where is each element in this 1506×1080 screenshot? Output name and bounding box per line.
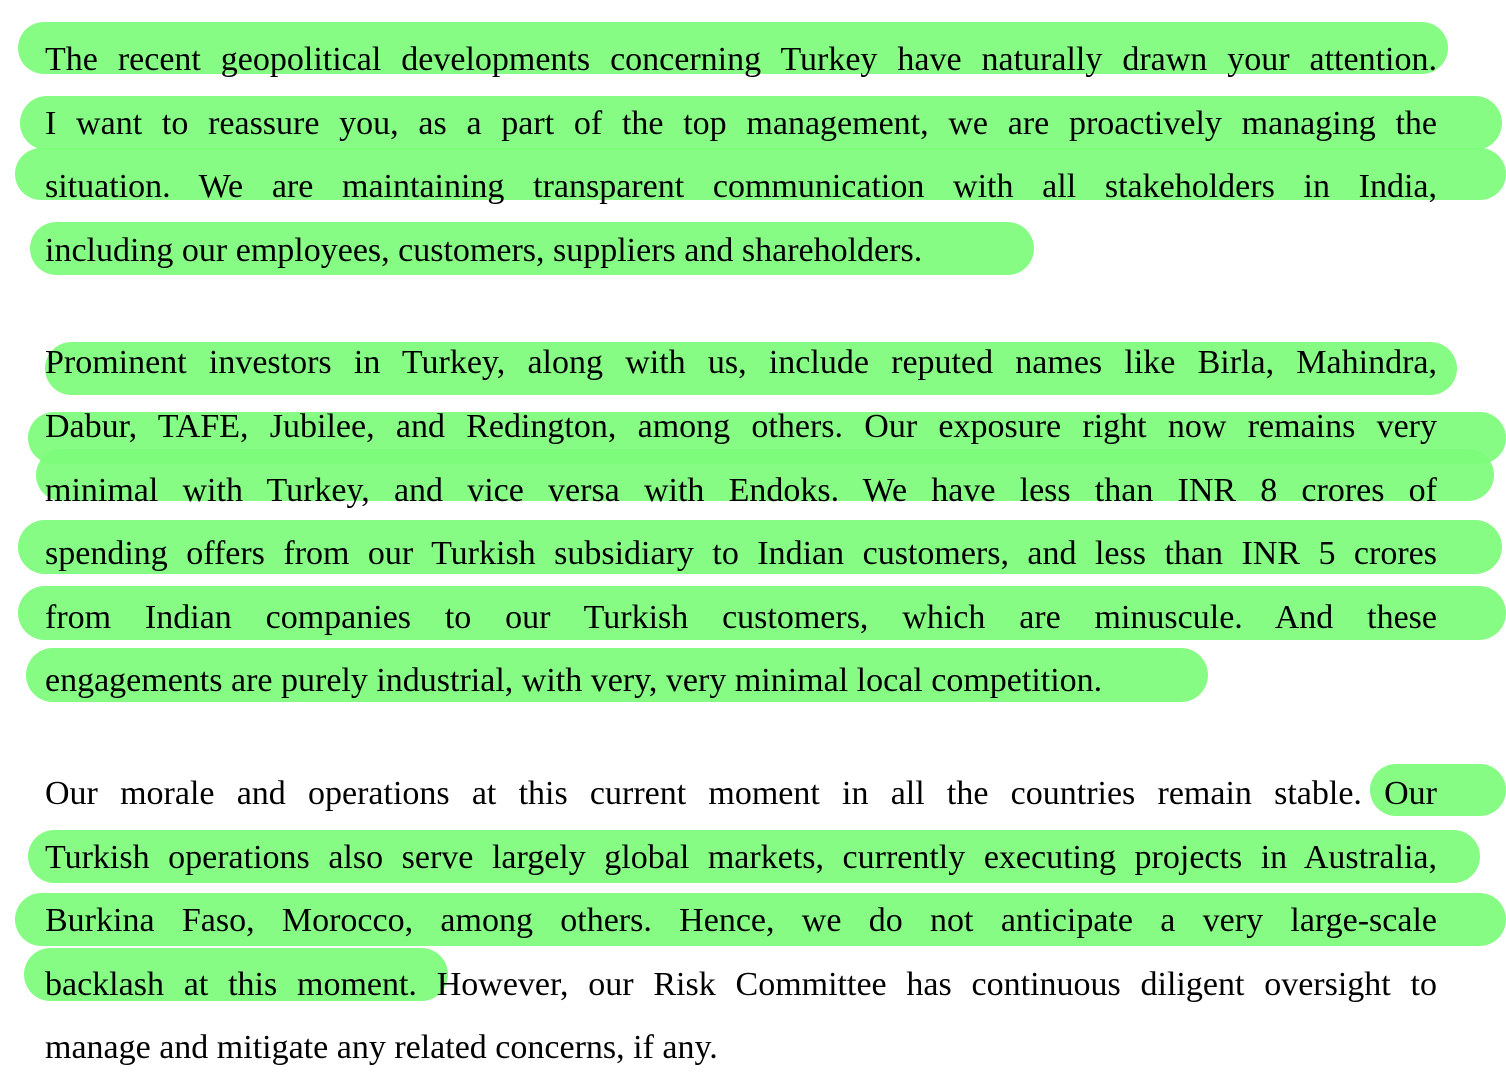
text-line: Burkina Faso, Morocco, among others. Hence, we do not anticipate a very large-scale	[45, 902, 1437, 940]
text-line: Prominent investors in Turkey, along with us, include reputed names like Birla, Mahindra,	[45, 344, 1437, 382]
text-line: backlash at this moment. However, our Risk Committee has continuous diligent oversight to	[45, 965, 1437, 1003]
text-line: Dabur, TAFE, Jubilee, and Redington, among others. Our exposure right now remains very	[45, 407, 1437, 445]
document-body	[45, 28, 1437, 1080]
text-line: manage and mitigate any related concerns, if any.	[45, 1029, 718, 1067]
text-line: The recent geopolitical developments concerning Turkey have naturally drawn your attention.	[45, 41, 1437, 78]
text-line: spending offers from our Turkish subsidiary to Indian customers, and less than INR 5 crores	[45, 535, 1437, 573]
text-line: minimal with Turkey, and vice versa with Endoks. We have less than INR 8 crores of	[45, 471, 1437, 509]
text-line: from Indian companies to our Turkish customers, which are minuscule. And these	[45, 598, 1437, 636]
paragraph	[45, 28, 1437, 282]
text-line: Our morale and operations at this current moment in all the countries remain stable. Our	[45, 774, 1437, 812]
text-line: I want to reassure you, as a part of the top management, we are proactively managing the	[45, 104, 1437, 142]
text-line: including our employees, customers, suppliers and shareholders.	[45, 231, 923, 269]
text-line: engagements are purely industrial, with very, very minimal local competition.	[45, 662, 1103, 700]
text-line: Turkish operations also serve largely global markets, currently executing projects in Australia,	[45, 838, 1437, 876]
paragraph	[45, 762, 1437, 1080]
text-line: situation. We are maintaining transparent communication with all stakeholders in India,	[45, 168, 1437, 206]
paragraph	[45, 331, 1437, 713]
